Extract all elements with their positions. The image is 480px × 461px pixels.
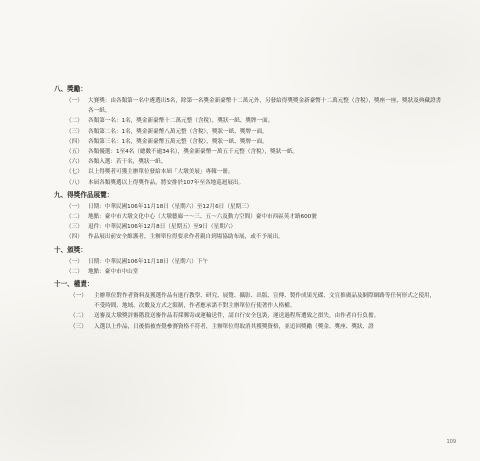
item-number: （三） [66, 224, 83, 231]
section-title-ceremony: 十、頒獎： [54, 245, 87, 254]
item-text: 以上得獎者可獲主辦單位發給本屆「大墩美展」專輯一冊。 [88, 169, 234, 176]
item-number: （四） [66, 234, 83, 241]
item-number: （五） [66, 149, 83, 156]
item-text: 大賽獎：由各類第一名中遴選出5名，除第一名獎金新臺幣十二萬元外，另發給得獎獎金新臺幣十二萬元整（含稅），獎座一座、獎狀及典藏證書各一紙。 [88, 98, 442, 115]
item-number: （七） [66, 169, 83, 176]
list-item [54, 178, 444, 188]
section-title-awards: 八、獎勵： [54, 85, 87, 93]
item-text: 各類第三名：1名，獎金新臺幣五萬元整（含稅），獎狀一紙、獎牌一面。 [88, 138, 268, 145]
item-number: （八） [66, 179, 83, 186]
item-number: （六） [66, 159, 83, 166]
item-text: 各類優選：1至4名（總數不逾34名），獎金新臺幣一萬五千元整（含稅），獎狀一紙。 [88, 149, 299, 156]
section-title-rights: 十一、權責： [54, 280, 94, 289]
document-body [54, 84, 444, 332]
list-item [54, 222, 444, 232]
list-item [54, 311, 444, 321]
item-number: （三） [70, 323, 87, 330]
item-number: （二） [70, 313, 87, 320]
item-text: 本屆各類獎選以上得獎作品，將安排於107年至各地巡迴展出。 [88, 179, 245, 186]
list-item [54, 257, 444, 267]
page-number: 109 [446, 439, 456, 445]
list-item [54, 232, 444, 242]
list-item [54, 202, 444, 212]
item-number: （三） [66, 128, 83, 135]
item-number: （四） [66, 138, 83, 145]
item-text: 地點：臺中市中山堂 [88, 268, 139, 275]
item-text: 作品展出前安全維護者，主辦單位得要求作者親自到場協助布展，或不予展出。 [88, 234, 284, 241]
item-number: （一） [70, 293, 87, 300]
item-text: 地點：臺中市大墩文化中心（大墩藝廊一～三、五～六及動力空間）臺中市西區英才路600號 [88, 214, 317, 221]
item-text: 入選以上作品，日後倘被查覺參賽資格不符者，主辦單位得取消其獲獎資格，並追回獎勵（獎金、獎座、獎狀、證 [94, 323, 374, 330]
item-text: 退件：中華民國106年12月8日（星期五）至9日（星期六） [88, 224, 236, 231]
list-item [54, 212, 444, 222]
item-text: 送審及大墩獎評審階段送審作品若採郵寄或運輸送件，請自行安全包裝，運送過程所遭致之損失，由作者自行負擔。 [94, 313, 380, 320]
list-item [54, 167, 444, 177]
list-item [54, 96, 444, 116]
item-text: 主辦單位對作者資料及獲選作品有進行教學、研究、展覽、攝影、出版、宣傳、製作成果光碟、文宣推廣品及網際網路等任何形式之使用，不受時間、地域、次數及方式之限制，作者應承諾不對主辦單位行使著作人格權。 [94, 293, 436, 310]
item-text: 各類第二名：1名，獎金新臺幣八萬元整（含稅），獎狀一紙、獎牌一面。 [88, 128, 268, 135]
list-item [54, 322, 444, 332]
list-item [54, 157, 444, 167]
list-item [54, 127, 444, 137]
section-title-exhibition: 九、得獎作品展覽： [54, 190, 114, 199]
list-item [54, 137, 444, 147]
list-item [54, 116, 444, 126]
list-item [54, 267, 444, 277]
item-number: （二） [66, 118, 83, 125]
item-number: （二） [66, 268, 83, 275]
item-number: （一） [66, 98, 83, 104]
list-item [54, 147, 444, 157]
item-text: 各類第一名：1名，獎金新臺幣十二萬元整（含稅），獎狀一紙、獎牌一面。 [88, 118, 274, 125]
item-text: 日期：中華民國106年11月18日（星期六）下午 [88, 258, 209, 265]
list-item [54, 291, 444, 311]
item-text: 各類入選：若干名，獎狀一紙。 [88, 159, 167, 166]
item-text: 日期：中華民國106年11月18日（星期六）至12月6日（星期三） [88, 203, 253, 210]
item-number: （一） [66, 258, 83, 265]
item-number: （二） [66, 214, 83, 221]
item-number: （一） [66, 203, 83, 210]
